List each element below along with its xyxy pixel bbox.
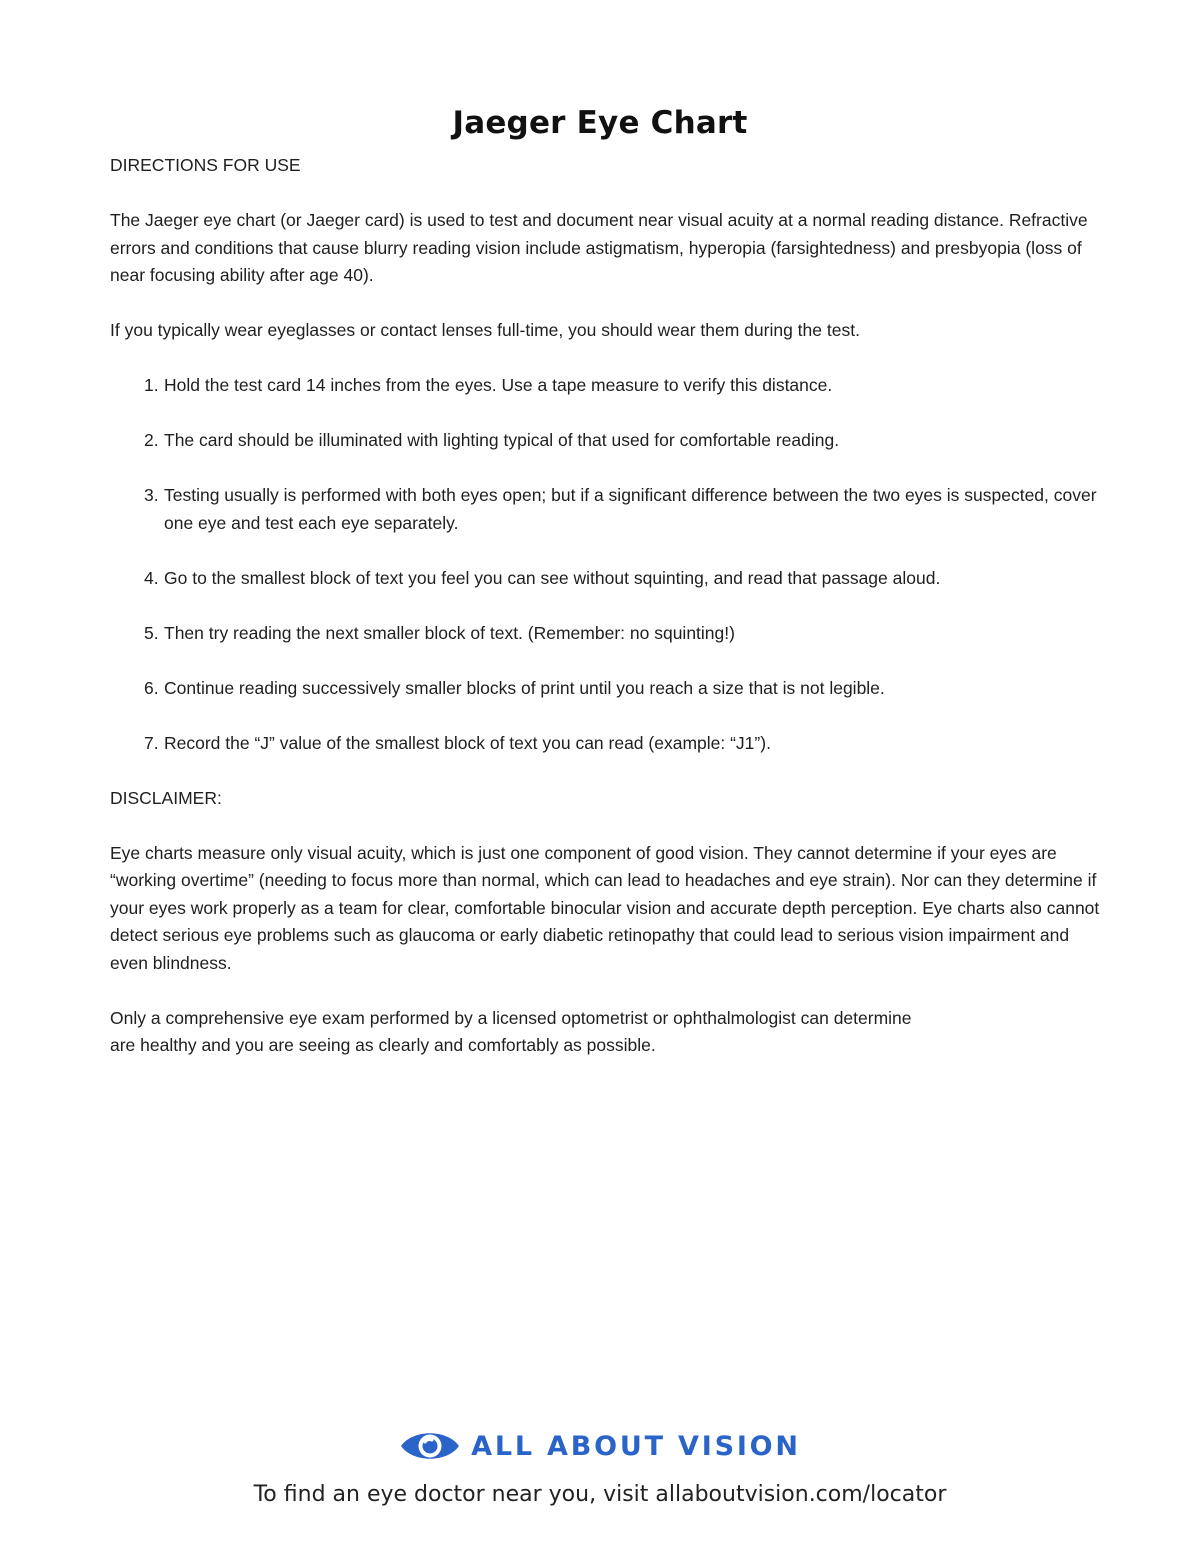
list-item	[110, 372, 1100, 400]
eye-logo-icon	[399, 1426, 461, 1466]
list-item-number: 4.	[144, 567, 159, 588]
list-item-text: The card should be illuminated with lighting typical of that used for comfortable reading.	[164, 430, 840, 450]
list-item	[110, 482, 1100, 537]
list-item-text: Testing usually is performed with both eyes open; but if a significant difference between the two eyes is suspected, cover one eye and test each eye separately.	[164, 485, 1097, 533]
page-title: Jaeger Eye Chart	[452, 104, 748, 141]
brand-name: ALL ABOUT VISION	[471, 1430, 801, 1462]
list-item	[110, 620, 1100, 648]
list-item-text: Then try reading the next smaller block of text. (Remember: no squinting!)	[164, 622, 735, 643]
disclaimer-paragraph: Eye charts measure only visual acuity, which is just one component of good vision. They cannot determine if your eyes are “working overtime” (needing to focus more than normal, which can lead to headaches and eye strain). Nor can they determine if your eyes work properly as a team for clear, comfortable binocular vision and accurate depth perception. Eye charts also cannot detect serious eye problems such as glaucoma or early diabetic retinopathy that could lead to serious vision impairment and even blindness.	[110, 842, 1100, 973]
list-item	[110, 427, 1100, 455]
brand-logo	[0, 1426, 1200, 1466]
list-item-number: 5.	[144, 622, 159, 643]
directions-list	[110, 372, 1100, 757]
directions-heading: DIRECTIONS FOR USE	[110, 155, 301, 175]
eyeglasses-paragraph: If you typically wear eyeglasses or contact lenses full-time, you should wear them during the test.	[110, 320, 860, 340]
list-item-number: 3.	[144, 485, 159, 505]
list-item-number: 6.	[144, 677, 159, 698]
list-item-text: Hold the test card 14 inches from the eyes. Use a tape measure to verify this distance.	[164, 375, 833, 395]
list-item	[110, 565, 1100, 593]
list-item-number: 2.	[144, 430, 159, 450]
list-item	[110, 730, 1100, 758]
list-item-text: Go to the smallest block of text you feel you can see without squinting, and read that passage aloud.	[164, 567, 941, 588]
disclaimer-exam-line-2: are healthy and you are seeing as clearly and comfortably as possible.	[110, 1035, 656, 1055]
list-item-text: Continue reading successively smaller blocks of print until you reach a size that is not legible.	[164, 677, 885, 698]
list-item-text: Record the “J” value of the smallest block of text you can read (example: “J1”).	[164, 732, 771, 753]
list-item-number: 1.	[144, 375, 159, 395]
footer-note: To find an eye doctor near you, visit allaboutvision.com/locator	[253, 1482, 947, 1507]
disclaimer-paragraph-exam	[110, 1005, 1100, 1060]
list-item-number: 7.	[144, 732, 159, 753]
disclaimer-exam-line-1: Only a comprehensive eye exam performed by a licensed optometrist or ophthalmologist can determine	[110, 1007, 912, 1028]
document-body	[110, 152, 1100, 1087]
disclaimer-heading: DISCLAIMER:	[110, 787, 222, 808]
list-item	[110, 675, 1100, 703]
intro-paragraph: The Jaeger eye chart (or Jaeger card) is used to test and document near visual acuity at a normal reading distance. Refractive errors and conditions that cause blurry reading vision include astigmatism, hyperopia (farsightedness) and presbyopia (loss of near focusing ability after age 40).	[110, 210, 1088, 285]
